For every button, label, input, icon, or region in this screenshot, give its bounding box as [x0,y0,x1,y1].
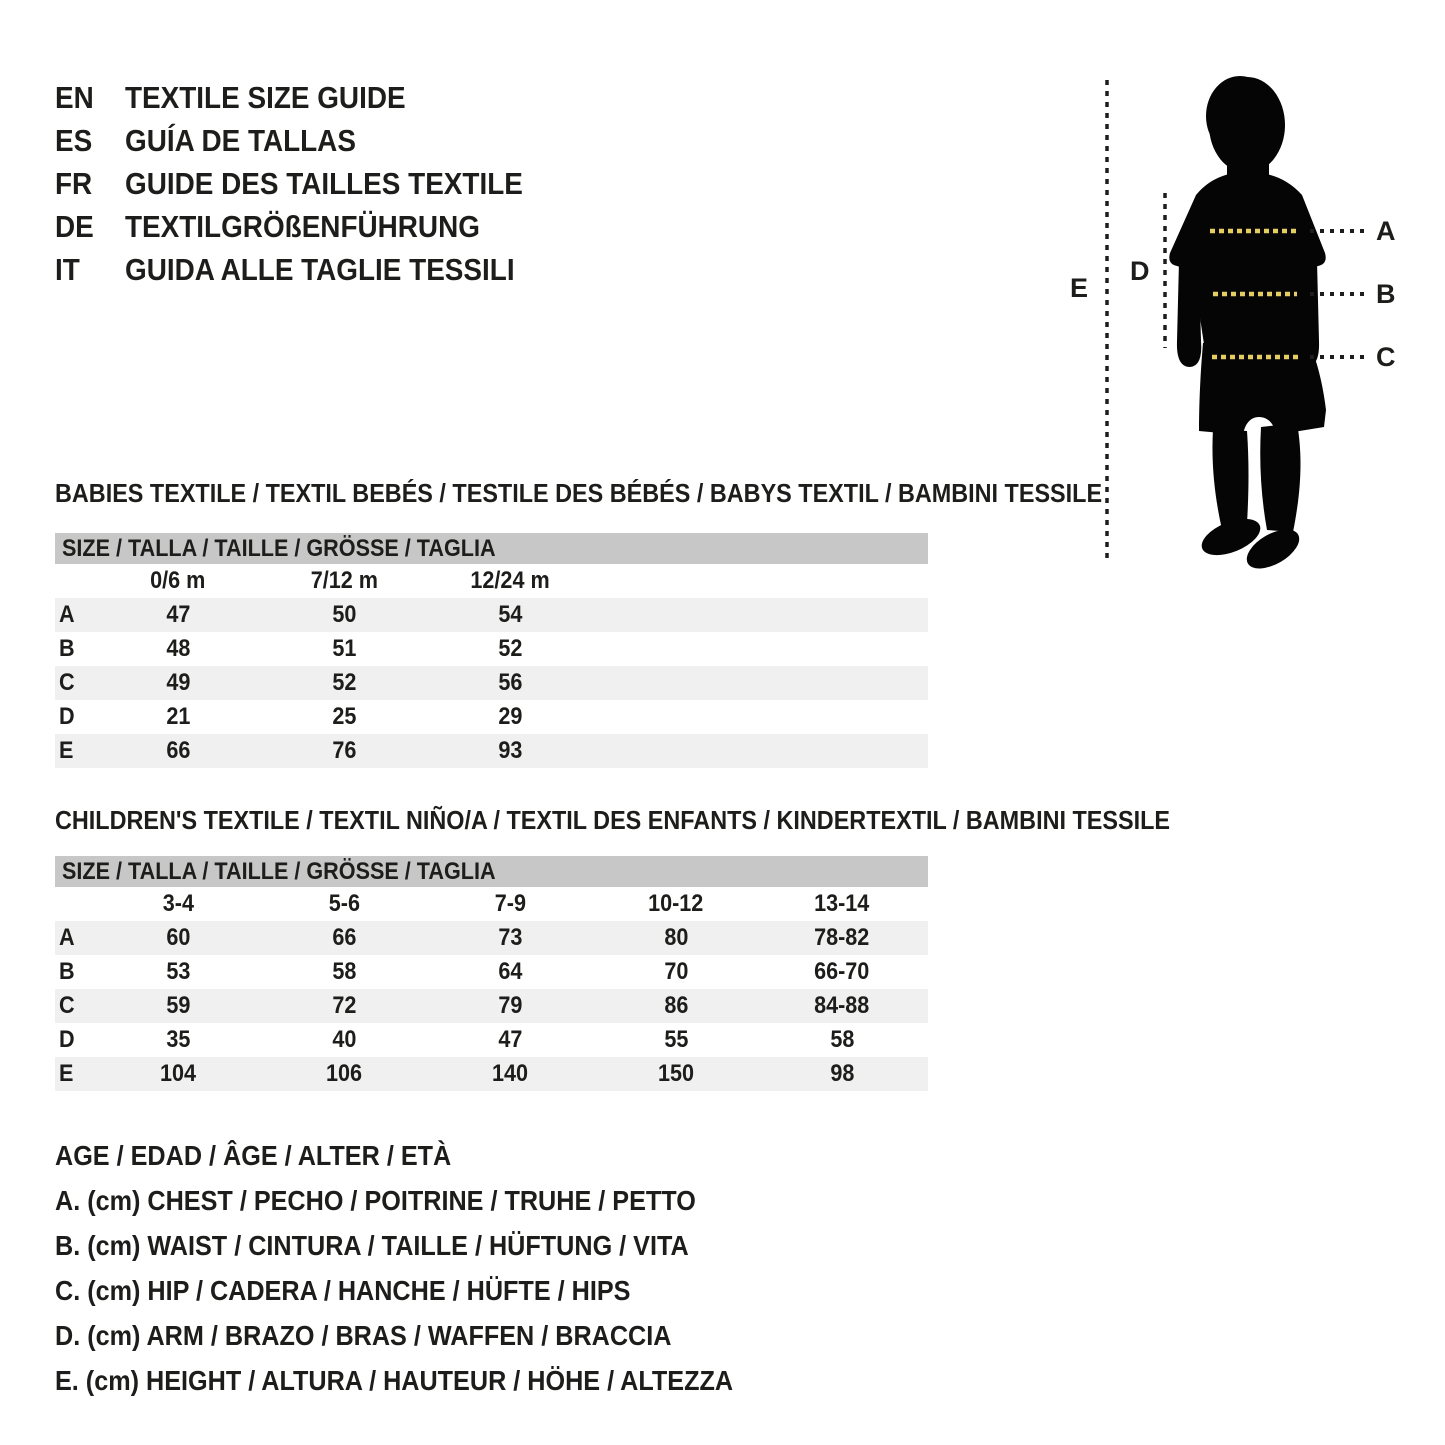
row-label-text: C [59,992,75,1019]
cell-value: 106 [325,1060,363,1087]
cell-value: 140 [491,1060,529,1087]
cell-value: 66 [331,924,357,951]
lang-code [55,123,125,159]
lang-code [55,80,125,116]
table-cell [95,635,261,663]
lang-code-text: EN [55,79,94,115]
table-cell [261,669,427,697]
cell-value: 47 [497,1026,523,1053]
guide-title-text: TEXTILGRÖßENFÜHRUNG [125,208,480,244]
row-label [55,1060,95,1088]
figure-label-d: D [1130,256,1150,286]
legend-hip [55,1268,694,1313]
legend-text: C. (cm) HIP / CADERA / HANCHE / HÜFTE / HIPS [55,1274,631,1306]
legend-height [55,1358,808,1403]
row-label-text: B [59,635,75,662]
table-cell [593,924,759,952]
table-cell [261,1060,427,1088]
row-label-text: E [59,1060,74,1087]
lang-code [55,166,125,202]
column-header-text: 7/12 m [310,567,378,594]
lang-row-fr [55,162,567,205]
guide-title-text: GUÍA DE TALLAS [125,122,356,158]
guide-title [125,80,437,116]
row-label [55,669,95,697]
column-header-text: 3-4 [162,890,194,917]
cell-value: 53 [165,958,191,985]
cell-value: 40 [331,1026,357,1053]
cell-value: 104 [159,1060,197,1087]
table-cell [427,737,593,765]
table-cell [261,924,427,952]
table-cell [593,992,759,1020]
children-column-header-row [55,887,928,921]
cell-value: 58 [829,1026,855,1053]
row-label [55,992,95,1020]
cell-value: 66 [165,737,191,764]
row-label [55,601,95,629]
table-cell [95,924,261,952]
table-cell [95,1026,261,1054]
table-cell [759,958,925,986]
guide-title-text: GUIDE DES TAILLES TEXTILE [125,165,523,201]
column-header-text: 0/6 m [150,567,206,594]
legend-arm [55,1313,740,1358]
table-row-b [55,632,928,666]
babies-size-header-text: SIZE / TALLA / TAILLE / GRÖSSE / TAGLIA [62,534,496,562]
table-cell [427,635,593,663]
cell-value: 93 [497,737,523,764]
silhouette-shorts [1199,343,1326,435]
legend-text: D. (cm) ARM / BRAZO / BRAS / WAFFEN / BRACCIA [55,1319,672,1351]
cell-value: 58 [331,958,357,985]
lang-row-de [55,205,519,248]
cell-value: 98 [829,1060,855,1087]
column-header-text: 10-12 [648,890,704,917]
table-row-e [55,734,928,768]
cell-value: 48 [165,635,191,662]
table-cell [427,601,593,629]
row-label [55,958,95,986]
table-row-e [55,1057,928,1091]
column-header [261,567,427,595]
table-cell [261,737,427,765]
babies-size-header-bar [55,533,928,564]
babies-section-title-text: BABIES TEXTILE / TEXTIL BEBÉS / TESTILE DES BÉBÉS / BABYS TEXTIL / BAMBINI TESSILE [55,477,1103,508]
cell-value: 86 [663,992,689,1019]
children-section-title [55,805,1294,835]
lang-row-es [55,119,382,162]
cell-value: 55 [663,1026,689,1053]
figure-label-c: C [1376,342,1396,372]
legend-text: AGE / EDAD / ÂGE / ALTER / ETÀ [55,1139,452,1171]
legend-chest [55,1178,767,1223]
table-row-c [55,666,928,700]
silhouette-right-leg [1260,423,1300,532]
table-cell [95,992,261,1020]
lang-code-text: FR [55,165,93,201]
cell-value: 66-70 [814,958,870,985]
table-cell [95,958,261,986]
cell-value: 21 [165,703,191,730]
row-label [55,635,95,663]
column-header-text: 13-14 [814,890,870,917]
column-header-text: 5-6 [328,890,360,917]
cell-value: 59 [165,992,191,1019]
children-size-table [55,856,928,1091]
cell-value: 80 [663,924,689,951]
lang-code-text: IT [55,251,80,287]
cell-value: 51 [331,635,357,662]
legend-text: A. (cm) CHEST / PECHO / POITRINE / TRUHE / PETTO [55,1184,696,1216]
figure-label-a: A [1376,216,1396,246]
guide-title [125,209,519,245]
column-header [261,890,427,918]
table-row-b [55,955,928,989]
table-cell [427,992,593,1020]
cell-value: 72 [331,992,357,1019]
table-cell [593,958,759,986]
column-header [95,567,261,595]
table-cell [427,1026,593,1054]
table-cell [427,669,593,697]
table-cell [261,1026,427,1054]
row-label-text: D [59,703,75,730]
table-cell [261,601,427,629]
cell-value: 52 [331,669,357,696]
column-header-text: 12/24 m [470,567,550,594]
cell-value: 56 [497,669,523,696]
cell-value: 76 [331,737,357,764]
row-label-text: C [59,669,75,696]
table-cell [95,703,261,731]
lang-code [55,252,125,288]
table-cell [759,1026,925,1054]
silhouette-left-leg [1212,429,1248,525]
table-cell [427,1060,593,1088]
cell-value: 64 [497,958,523,985]
guide-title [125,166,567,202]
cell-value: 47 [165,601,191,628]
column-header [593,890,759,918]
table-cell [427,958,593,986]
table-row-a [55,921,928,955]
table-cell [261,958,427,986]
cell-value: 73 [497,924,523,951]
row-label [55,703,95,731]
row-label [55,737,95,765]
table-cell [261,703,427,731]
legend-age [55,1133,495,1178]
children-section-title-text: CHILDREN'S TEXTILE / TEXTIL NIÑO/A / TEXTIL DES ENFANTS / KINDERTEXTIL / BAMBINI TESSILE [55,804,1170,835]
cell-value: 35 [165,1026,191,1053]
row-label-text: A [59,601,75,628]
cell-value: 29 [497,703,523,730]
cell-value: 150 [657,1060,695,1087]
column-header [427,890,593,918]
table-row-d [55,700,928,734]
column-header [95,890,261,918]
row-label-text: D [59,1026,75,1053]
row-label [55,1026,95,1054]
lang-row-en [55,76,437,119]
lang-code [55,209,125,245]
table-cell [261,992,427,1020]
table-cell [759,924,925,952]
column-header [427,567,593,595]
legend-text: B. (cm) WAIST / CINTURA / TAILLE / HÜFTUNG / VITA [55,1229,689,1261]
legend-waist [55,1223,759,1268]
cell-value: 70 [663,958,689,985]
babies-size-table [55,533,928,768]
table-row-d [55,1023,928,1057]
silhouette-hair [1206,76,1274,156]
row-label-text: E [59,737,74,764]
table-cell [261,635,427,663]
cell-value: 52 [497,635,523,662]
table-cell [759,992,925,1020]
silhouette-left-arm [1177,261,1201,367]
row-label-text: A [59,924,75,951]
lang-row-it [55,248,558,291]
column-header [759,890,925,918]
table-cell [427,924,593,952]
row-label-text: B [59,958,75,985]
legend-text: E. (cm) HEIGHT / ALTURA / HAUTEUR / HÖHE / ALTEZZA [55,1364,734,1396]
cell-value: 84-88 [814,992,870,1019]
cell-value: 49 [165,669,191,696]
figure-label-b: B [1376,279,1396,309]
guide-title [125,123,382,159]
table-cell [95,737,261,765]
cell-value: 60 [165,924,191,951]
guide-title-text: TEXTILE SIZE GUIDE [125,79,406,115]
table-cell [95,669,261,697]
table-row-a [55,598,928,632]
children-size-header-text: SIZE / TALLA / TAILLE / GRÖSSE / TAGLIA [62,857,496,885]
column-header-text: 7-9 [494,890,526,917]
guide-title [125,252,558,288]
table-cell [427,703,593,731]
cell-value: 25 [331,703,357,730]
table-cell [593,1060,759,1088]
lang-code-text: ES [55,122,93,158]
table-cell [593,1026,759,1054]
table-row-c [55,989,928,1023]
cell-value: 78-82 [814,924,870,951]
children-size-header-bar [55,856,928,887]
babies-column-header-row [55,564,928,598]
guide-title-text: GUIDA ALLE TAGLIE TESSILI [125,251,515,287]
row-label [55,924,95,952]
cell-value: 54 [497,601,523,628]
lang-code-text: DE [55,208,94,244]
table-cell [95,1060,261,1088]
table-cell [95,601,261,629]
table-cell [759,1060,925,1088]
figure-label-e: E [1070,273,1089,303]
babies-section-title [55,478,1218,508]
cell-value: 79 [497,992,523,1019]
cell-value: 50 [331,601,357,628]
